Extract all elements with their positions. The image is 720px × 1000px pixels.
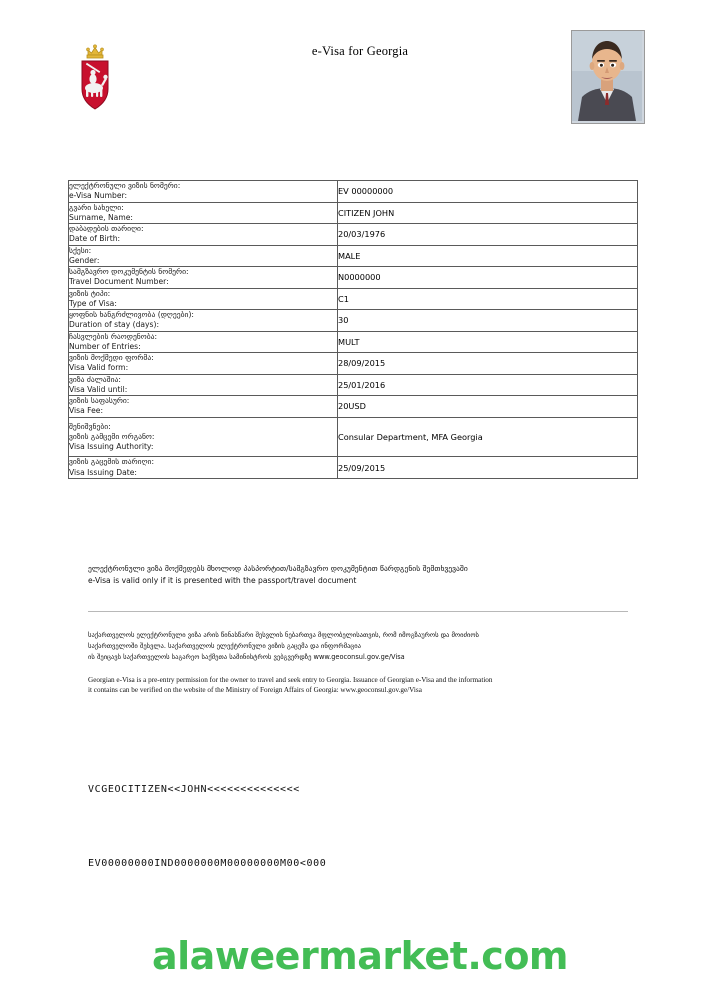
label-en: Date of Birth:	[69, 234, 121, 244]
info-en-line-2: it contains can be verified on the website of the Ministry of Foreign Affairs of Georgia: www.geoconsul.gov.ge/Visa	[88, 686, 422, 695]
label-en: Visa Valid form:	[69, 363, 129, 373]
row-label	[69, 457, 338, 479]
label-ka: ვიზის ტიპი:	[69, 288, 111, 298]
table-row	[69, 417, 638, 457]
info-en-line-1: Georgian e-Visa is a pre-entry permission for the owner to travel and seek entry to Georgia. Issuance of Georgian e-Visa and the information	[88, 675, 493, 684]
row-label	[69, 310, 338, 332]
row-value: Consular Department, MFA Georgia	[338, 417, 638, 457]
table-row	[69, 224, 638, 246]
row-value: 20/03/1976	[338, 224, 638, 246]
row-label	[69, 288, 338, 310]
table-row	[69, 267, 638, 289]
row-label	[69, 202, 338, 224]
row-label	[69, 245, 338, 267]
label-ka: ვიზა ძალაშია:	[69, 374, 121, 384]
table-row	[69, 331, 638, 353]
row-value: 25/09/2015	[338, 457, 638, 479]
validity-note	[88, 563, 628, 587]
row-label	[69, 331, 338, 353]
label-en: Visa Fee:	[69, 406, 104, 416]
information-note	[88, 630, 633, 696]
label-en: e-Visa Number:	[69, 191, 128, 201]
row-label	[69, 396, 338, 418]
row-label	[69, 224, 338, 246]
label-en: Duration of stay (days):	[69, 320, 160, 330]
row-value: CITIZEN JOHN	[338, 202, 638, 224]
row-value: 20USD	[338, 396, 638, 418]
label-ka: ვიზის გაცემის თარიღი:	[69, 457, 155, 467]
label-en: Travel Document Number:	[69, 277, 169, 287]
machine-readable-zone	[88, 729, 326, 925]
label-ka: ელექტრონული ვიზის ნომერი:	[69, 181, 181, 190]
info-ka-line-2: საქართველოში შესვლა. საქართველოს ელექტრონული ვიზის გაცემა და ინფორმაცია	[88, 641, 361, 650]
row-label	[69, 181, 338, 203]
row-value: C1	[338, 288, 638, 310]
label-ka: გვარი სახელი:	[69, 202, 124, 212]
row-label	[69, 267, 338, 289]
label-ka: სქესი:	[69, 245, 92, 255]
row-value: 28/09/2015	[338, 353, 638, 375]
validity-note-en: e-Visa is valid only if it is presented with the passport/travel document	[88, 575, 357, 585]
row-value: 25/01/2016	[338, 374, 638, 396]
label-ka: დაბადების თარიღი:	[69, 224, 144, 233]
label-en: Type of Visa:	[69, 298, 117, 308]
table-row	[69, 396, 638, 418]
label-en: Gender:	[69, 255, 100, 265]
table-row	[69, 202, 638, 224]
label-en: Visa Issuing Date:	[69, 467, 137, 477]
label-ka: ყოფნის ხანგრძლივობა (დღეები):	[69, 310, 194, 319]
page-title: e-Visa for Georgia	[311, 44, 409, 58]
label-ka: ვიზის საფასური:	[69, 396, 130, 405]
label-remarks-ka: შენიშვნები:	[69, 421, 111, 431]
document-header	[0, 30, 720, 140]
info-ka-line-3: ის შეიცავს საქართველოს საგარეო საქმეთა სამინისტროს ვებგვერდზე www.geoconsul.gov.ge/Visa	[88, 652, 405, 661]
label-authority-en: Visa Issuing Authority:	[69, 442, 154, 451]
table-row	[69, 181, 638, 203]
applicant-photo	[571, 30, 645, 124]
row-label	[69, 374, 338, 396]
table-row	[69, 288, 638, 310]
row-value: MULT	[338, 331, 638, 353]
label-ka: ჩასვლების რაოდენობა:	[69, 331, 158, 341]
label-en: Number of Entries:	[69, 341, 141, 351]
label-en: Surname, Name:	[69, 212, 133, 222]
row-label	[69, 353, 338, 375]
row-label	[69, 417, 338, 457]
mrz-line-1: VCGEOCITIZEN<<JOHN<<<<<<<<<<<<<<	[88, 784, 300, 795]
label-ka: ვიზის მოქმედი ფორმა:	[69, 353, 154, 362]
table-row	[69, 310, 638, 332]
info-ka-line-1: საქართველოს ელექტრონული ვიზა არის წინასწარი შესვლის ნებართვა მფლობელისათვის, რომ იმოგზაუროს და მოიძიოს	[88, 631, 479, 639]
table-row	[69, 457, 638, 479]
label-authority-ka: ვიზის გამცემი ორგანო:	[69, 431, 155, 441]
validity-note-ka: ელექტრონული ვიზა მოქმედებს მხოლოდ პასპორტით/სამგზავრო დოკუმენტით წარდგენის შემთხვევაში	[88, 564, 468, 573]
row-value: N0000000	[338, 267, 638, 289]
table-row	[69, 245, 638, 267]
visa-data-table	[68, 180, 638, 479]
row-value: 30	[338, 310, 638, 332]
label-ka: სამგზავრო დოკუმენტის ნომერი:	[69, 267, 189, 276]
mrz-line-2: EV00000000IND0000000M00000000M00<000	[88, 857, 327, 869]
table-row	[69, 374, 638, 396]
divider	[88, 611, 628, 612]
row-value: MALE	[338, 245, 638, 267]
label-en: Visa Valid until:	[69, 384, 128, 394]
table-row	[69, 353, 638, 375]
row-value: EV 00000000	[338, 181, 638, 203]
watermark-text: alaweermarket.com	[151, 934, 569, 978]
